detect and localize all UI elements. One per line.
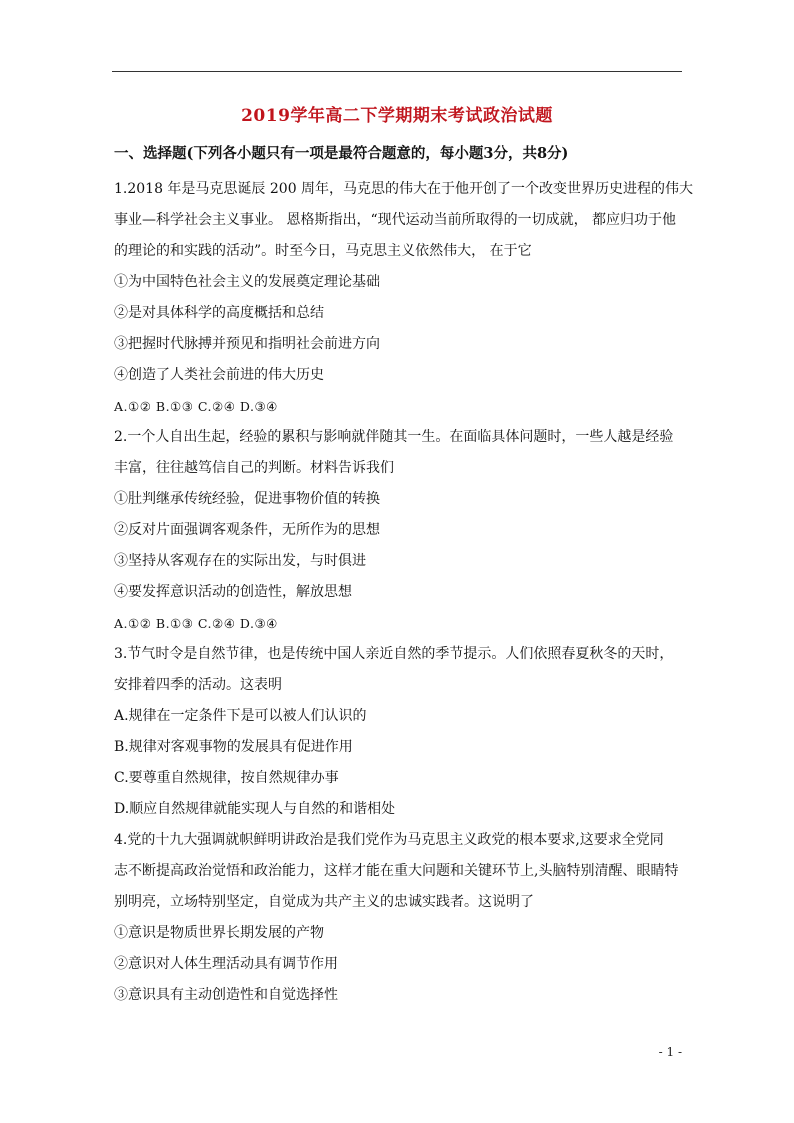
question-4: [114, 825, 686, 1011]
option-statement: ①为中国特色社会主义的发展奠定理论基础: [114, 274, 380, 290]
option-statement: ②意识对人体生理活动具有调节作用: [114, 956, 338, 972]
page-number: - 1 -: [658, 1045, 682, 1059]
section-heading: 一、选择题(下列各小题只有一项是最符合题意的，每小题3分，共8分): [114, 145, 569, 162]
question-3: [114, 639, 686, 825]
option-statement: ②是对具体科学的高度概括和总结: [114, 305, 324, 321]
question-1: [114, 174, 694, 422]
option-choice-d: D.顺应自然规律就能实现人与自然的和谐相处: [114, 801, 396, 817]
question-2: [114, 422, 686, 639]
option-statement: ③坚持从客观存在的实际出发，与时俱进: [114, 553, 366, 569]
option-statement: ③意识具有主动创造性和自觉选择性: [114, 987, 338, 1003]
question-stem-line: 3.节气时令是自然节律，也是传统中国人亲近自然的季节提示。人们依照春夏秋冬的天时，: [114, 646, 674, 662]
header-rule: [112, 71, 682, 72]
option-choice-a: A.规律在一定条件下是可以被人们认识的: [114, 708, 367, 724]
question-stem-line: 1.2018 年是马克思诞辰 200 周年，马克思的伟大在于他开创了一个改变世界历史进程的伟大: [114, 181, 694, 197]
page-title: 2019学年高二下学期期末考试政治试题: [241, 106, 553, 126]
answer-choices: A.①② B.①③ C.②④ D.③④: [114, 399, 278, 414]
option-choice-b: B.规律对客观事物的发展具有促进作用: [114, 739, 353, 755]
question-list: [114, 174, 694, 1011]
option-statement: ①肚判继承传统经验，促进事物价值的转换: [114, 491, 380, 507]
option-statement: ①意识是物质世界长期发展的产物: [114, 925, 324, 941]
option-statement: ②反对片面强调客观条件，无所作为的思想: [114, 522, 380, 538]
question-stem-line: 事业—科学社会主义事业。 恩格斯指出，“现代运动当前所取得的一切成就， 都应归功于他: [114, 212, 677, 228]
option-statement: ③把握时代脉搏并预见和指明社会前进方向: [114, 336, 380, 352]
question-stem-line: 2.一个人自出生起，经验的累积与影响就伴随其一生。在面临具体问题时，一些人越是经验: [114, 429, 674, 445]
question-stem-line: 的理论的和实践的活动”。时至今日，马克思主义依然伟大， 在于它: [114, 243, 532, 259]
question-stem-line: 志不断提高政治觉悟和政治能力，这样才能在重大问题和关键环节上,头脑特别清醒、眼睛特: [114, 863, 679, 879]
question-stem-line: 4.党的十九大强调就帜鲜明讲政治是我们党作为马克思主义政党的根本要求,这要求全党同: [114, 832, 664, 848]
question-stem-line: 安排着四季的活动。这表明: [114, 677, 282, 693]
question-stem-line: 丰富，往往越笃信自己的判断。材料告诉我们: [114, 460, 394, 476]
option-choice-c: C.要尊重自然规律，按自然规律办事: [114, 770, 339, 786]
answer-choices: A.①② B.①③ C.②④ D.③④: [114, 616, 278, 631]
option-statement: ④创造了人类社会前进的伟大历史: [114, 367, 324, 383]
option-statement: ④要发挥意识活动的创造性，解放思想: [114, 584, 352, 600]
question-stem-line: 别明亮，立场特别坚定，自觉成为共产主义的忠诚实践者。这说明了: [114, 894, 534, 910]
